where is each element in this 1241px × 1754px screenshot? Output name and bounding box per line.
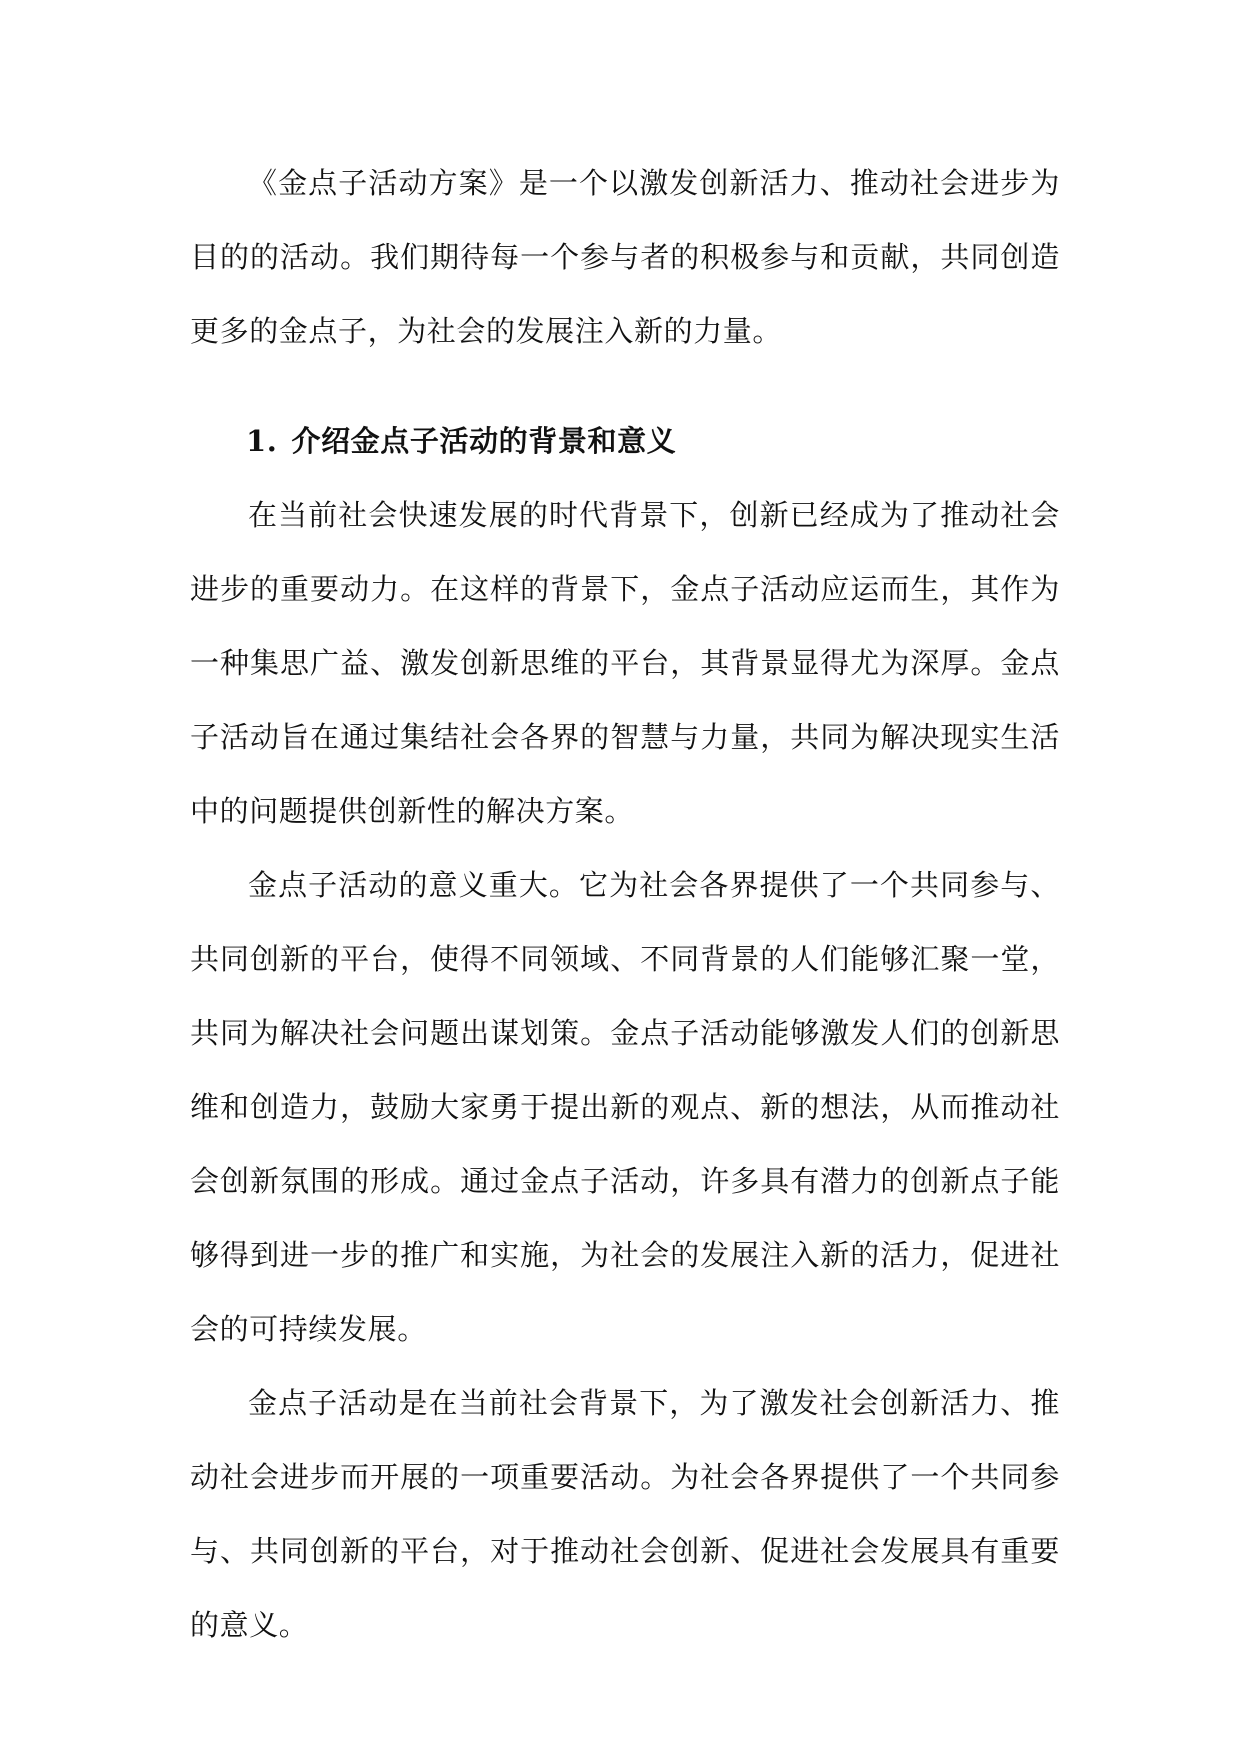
section-number: 1. (246, 424, 278, 458)
section-heading (190, 404, 1060, 478)
section-title: 介绍金点子活动的背景和意义 (291, 424, 677, 458)
significance-paragraph: 金点子活动的意义重大。它为社会各界提供了一个共同参与、共同创新的平台，使得不同领域、不同背景的人们能够汇聚一堂，共同为解决社会问题出谋划策。金点子活动能够激发人们的创新思维和创造力，鼓励大家勇于提出新的观点、新的想法，从而推动社会创新氛围的形成。通过金点子活动，许多具有潜力的创新点子能够得到进一步的推广和实施，为社会的发展注入新的活力，促进社会的可持续发展。 (190, 868, 1060, 1346)
document-body (190, 146, 1060, 1662)
background-paragraph: 在当前社会快速发展的时代背景下，创新已经成为了推动社会进步的重要动力。在这样的背景下，金点子活动应运而生，其作为一种集思广益、激发创新思维的平台，其背景显得尤为深厚。金点子活动旨在通过集结社会各界的智慧与力量，共同为解决现实生活中的问题提供创新性的解决方案。 (190, 498, 1060, 828)
summary-paragraph: 金点子活动是在当前社会背景下，为了激发社会创新活力、推动社会进步而开展的一项重要活动。为社会各界提供了一个共同参与、共同创新的平台，对于推动社会创新、促进社会发展具有重要的意义。 (190, 1386, 1060, 1642)
intro-paragraph: 《金点子活动方案》是一个以激发创新活力、推动社会进步为目的的活动。我们期待每一个参与者的积极参与和贡献，共同创造更多的金点子，为社会的发展注入新的力量。 (190, 166, 1060, 348)
